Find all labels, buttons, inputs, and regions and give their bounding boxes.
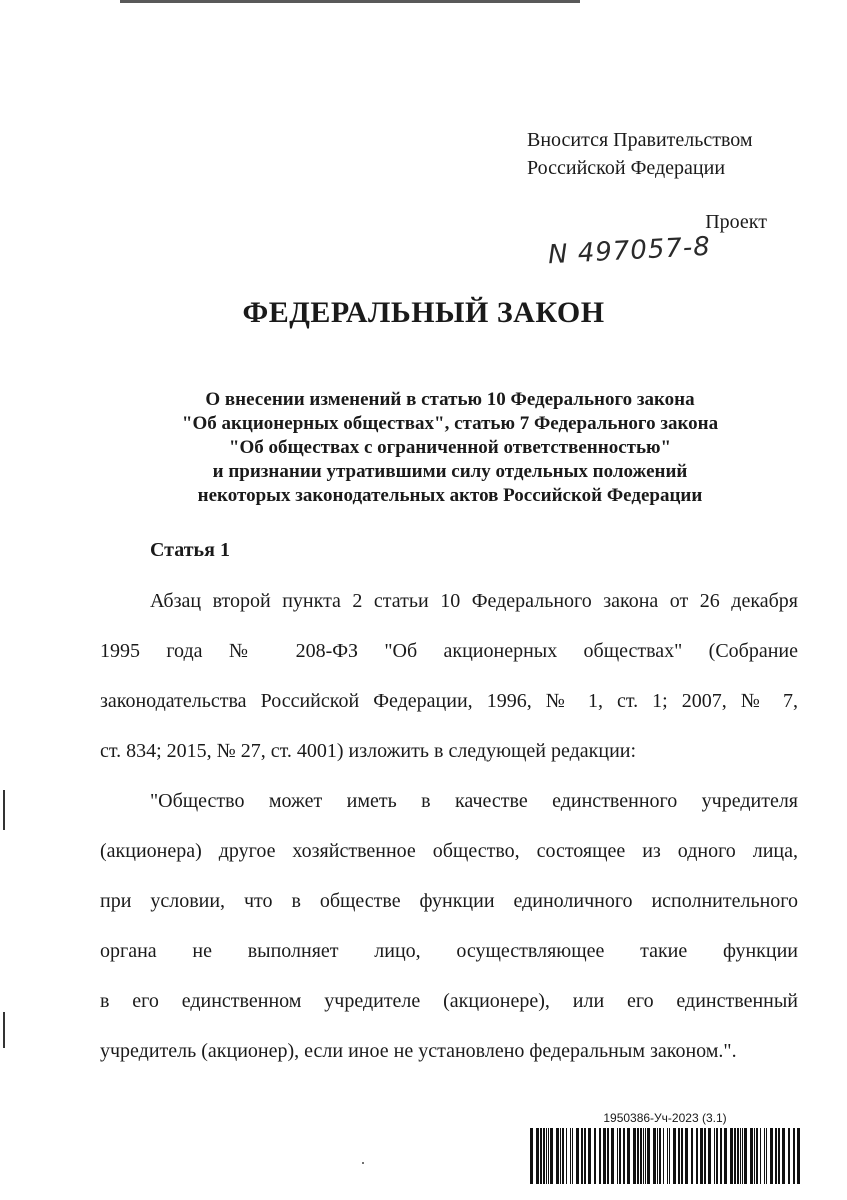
barcode-bar bbox=[716, 1128, 718, 1184]
subject-line: "Об обществах с ограниченной ответственностью" bbox=[228, 437, 672, 458]
barcode-bar bbox=[696, 1128, 698, 1184]
barcode-bar bbox=[663, 1128, 664, 1184]
scan-artifact-left bbox=[3, 790, 5, 830]
barcode-bar bbox=[742, 1128, 743, 1184]
document-stamp bbox=[530, 1111, 800, 1189]
barcode-bar bbox=[720, 1128, 722, 1184]
barcode-bar bbox=[562, 1128, 564, 1184]
paragraph-line: (акционера) другое хозяйственное общество, состоящее из одного лица, bbox=[100, 840, 798, 862]
draft-label: Проект bbox=[705, 211, 767, 233]
scan-artifact-top bbox=[120, 0, 580, 3]
article-heading: Статья 1 bbox=[150, 539, 230, 561]
barcode-bar bbox=[744, 1128, 747, 1184]
barcode-bar bbox=[588, 1128, 591, 1184]
barcode-bar bbox=[730, 1128, 733, 1184]
barcode-bar bbox=[770, 1128, 773, 1184]
subject-line: некоторых законодательных актов Российской Федерации bbox=[197, 485, 703, 506]
barcode-bar bbox=[740, 1128, 741, 1184]
barcode-bar bbox=[756, 1128, 758, 1184]
subject-line: О внесении изменений в статью 10 Федерального закона bbox=[205, 389, 695, 410]
barcode-bar bbox=[793, 1128, 795, 1184]
barcode-bar bbox=[678, 1128, 680, 1184]
barcode-bar bbox=[724, 1128, 727, 1184]
barcode-bar bbox=[633, 1128, 636, 1184]
barcode-bar bbox=[653, 1128, 656, 1184]
barcode-bar bbox=[737, 1128, 739, 1184]
barcode-bar bbox=[603, 1128, 606, 1184]
barcode-bar bbox=[691, 1128, 693, 1184]
paragraph-line: "Общество может иметь в качестве единственного учредителя bbox=[150, 790, 798, 812]
barcode-bar bbox=[659, 1128, 661, 1184]
barcode-bar bbox=[584, 1128, 586, 1184]
barcode-bar bbox=[617, 1128, 618, 1184]
barcode-bar bbox=[576, 1128, 579, 1184]
barcode-bar bbox=[708, 1128, 711, 1184]
barcode bbox=[530, 1128, 800, 1184]
barcode-bar bbox=[681, 1128, 683, 1184]
barcode-bar bbox=[536, 1128, 539, 1184]
barcode-bar bbox=[734, 1128, 736, 1184]
barcode-bar bbox=[607, 1128, 609, 1184]
submitted-by-block bbox=[527, 126, 753, 182]
stamp-text: 1950386-Уч-2023 (3.1) bbox=[603, 1111, 727, 1125]
paragraph-2 bbox=[100, 790, 798, 1090]
barcode-bar bbox=[764, 1128, 765, 1184]
barcode-bar bbox=[540, 1128, 542, 1184]
document-title: ФЕДЕРАЛЬНЫЙ ЗАКОН bbox=[242, 296, 605, 329]
barcode-bar bbox=[530, 1128, 533, 1184]
barcode-bar bbox=[619, 1128, 621, 1184]
barcode-bar bbox=[566, 1128, 567, 1184]
scan-speck bbox=[362, 1162, 364, 1164]
submitted-by-line: Российской Федерации bbox=[527, 157, 726, 179]
handwritten-registration-number: N 497057-8 bbox=[547, 231, 712, 271]
barcode-bar bbox=[704, 1128, 706, 1184]
barcode-bar bbox=[760, 1128, 761, 1184]
barcode-bar bbox=[667, 1128, 668, 1184]
paragraph-line: 1995 года № 208-ФЗ "Об акционерных обществах" (Собрание bbox=[100, 640, 798, 662]
paragraph-line: законодательства Российской Федерации, 1996, № 1, ст. 1; 2007, № 7, bbox=[100, 690, 798, 712]
barcode-bar bbox=[797, 1128, 800, 1184]
barcode-bar bbox=[714, 1128, 715, 1184]
barcode-bar bbox=[623, 1128, 625, 1184]
barcode-bar bbox=[599, 1128, 601, 1184]
paragraph-1 bbox=[100, 590, 798, 790]
paragraph-line: органа не выполняет лицо, осуществляющее такие функции bbox=[100, 940, 798, 962]
paragraph-line: Абзац второй пункта 2 статьи 10 Федерального закона от 26 декабря bbox=[150, 590, 798, 612]
barcode-bar bbox=[685, 1128, 688, 1184]
law-subject bbox=[100, 388, 800, 508]
barcode-bar bbox=[543, 1128, 545, 1184]
subject-line: и признании утратившими силу отдельных положений bbox=[212, 461, 688, 482]
barcode-bar bbox=[581, 1128, 583, 1184]
submitted-by-line: Вносится Правительством bbox=[527, 129, 753, 151]
barcode-bar bbox=[766, 1128, 767, 1184]
paragraph-line: при условии, что в обществе функции единоличного исполнительного bbox=[100, 890, 798, 912]
barcode-bar bbox=[750, 1128, 753, 1184]
barcode-bar bbox=[550, 1128, 553, 1184]
barcode-bar bbox=[637, 1128, 639, 1184]
barcode-bar bbox=[627, 1128, 630, 1184]
barcode-bar bbox=[657, 1128, 658, 1184]
barcode-bar bbox=[669, 1128, 670, 1184]
barcode-bar bbox=[788, 1128, 790, 1184]
subject-line: "Об акционерных обществах", статью 7 Федерального закона bbox=[181, 413, 719, 434]
paragraph-line: в его единственном учредителе (акционере), или его единственный bbox=[100, 990, 798, 1012]
paragraph-line: учредитель (акционер), если иное не установлено федеральным законом.". bbox=[100, 1040, 737, 1062]
paragraph-line: ст. 834; 2015, № 27, ст. 4001) изложить в следующей редакции: bbox=[100, 740, 637, 762]
barcode-bar bbox=[594, 1128, 596, 1184]
barcode-bar bbox=[778, 1128, 780, 1184]
barcode-bar bbox=[754, 1128, 755, 1184]
barcode-bar bbox=[775, 1128, 777, 1184]
barcode-bar bbox=[700, 1128, 703, 1184]
barcode-bar bbox=[640, 1128, 642, 1184]
barcode-bar bbox=[548, 1128, 549, 1184]
barcode-bar bbox=[570, 1128, 571, 1184]
barcode-bar bbox=[572, 1128, 573, 1184]
barcode-bar bbox=[611, 1128, 614, 1184]
barcode-bar bbox=[546, 1128, 547, 1184]
barcode-bar bbox=[643, 1128, 644, 1184]
barcode-bar bbox=[556, 1128, 559, 1184]
barcode-bar bbox=[673, 1128, 676, 1184]
barcode-bar bbox=[782, 1128, 785, 1184]
barcode-bar bbox=[560, 1128, 561, 1184]
scan-artifact-left bbox=[3, 1012, 5, 1048]
barcode-bar bbox=[645, 1128, 646, 1184]
barcode-bar bbox=[647, 1128, 650, 1184]
